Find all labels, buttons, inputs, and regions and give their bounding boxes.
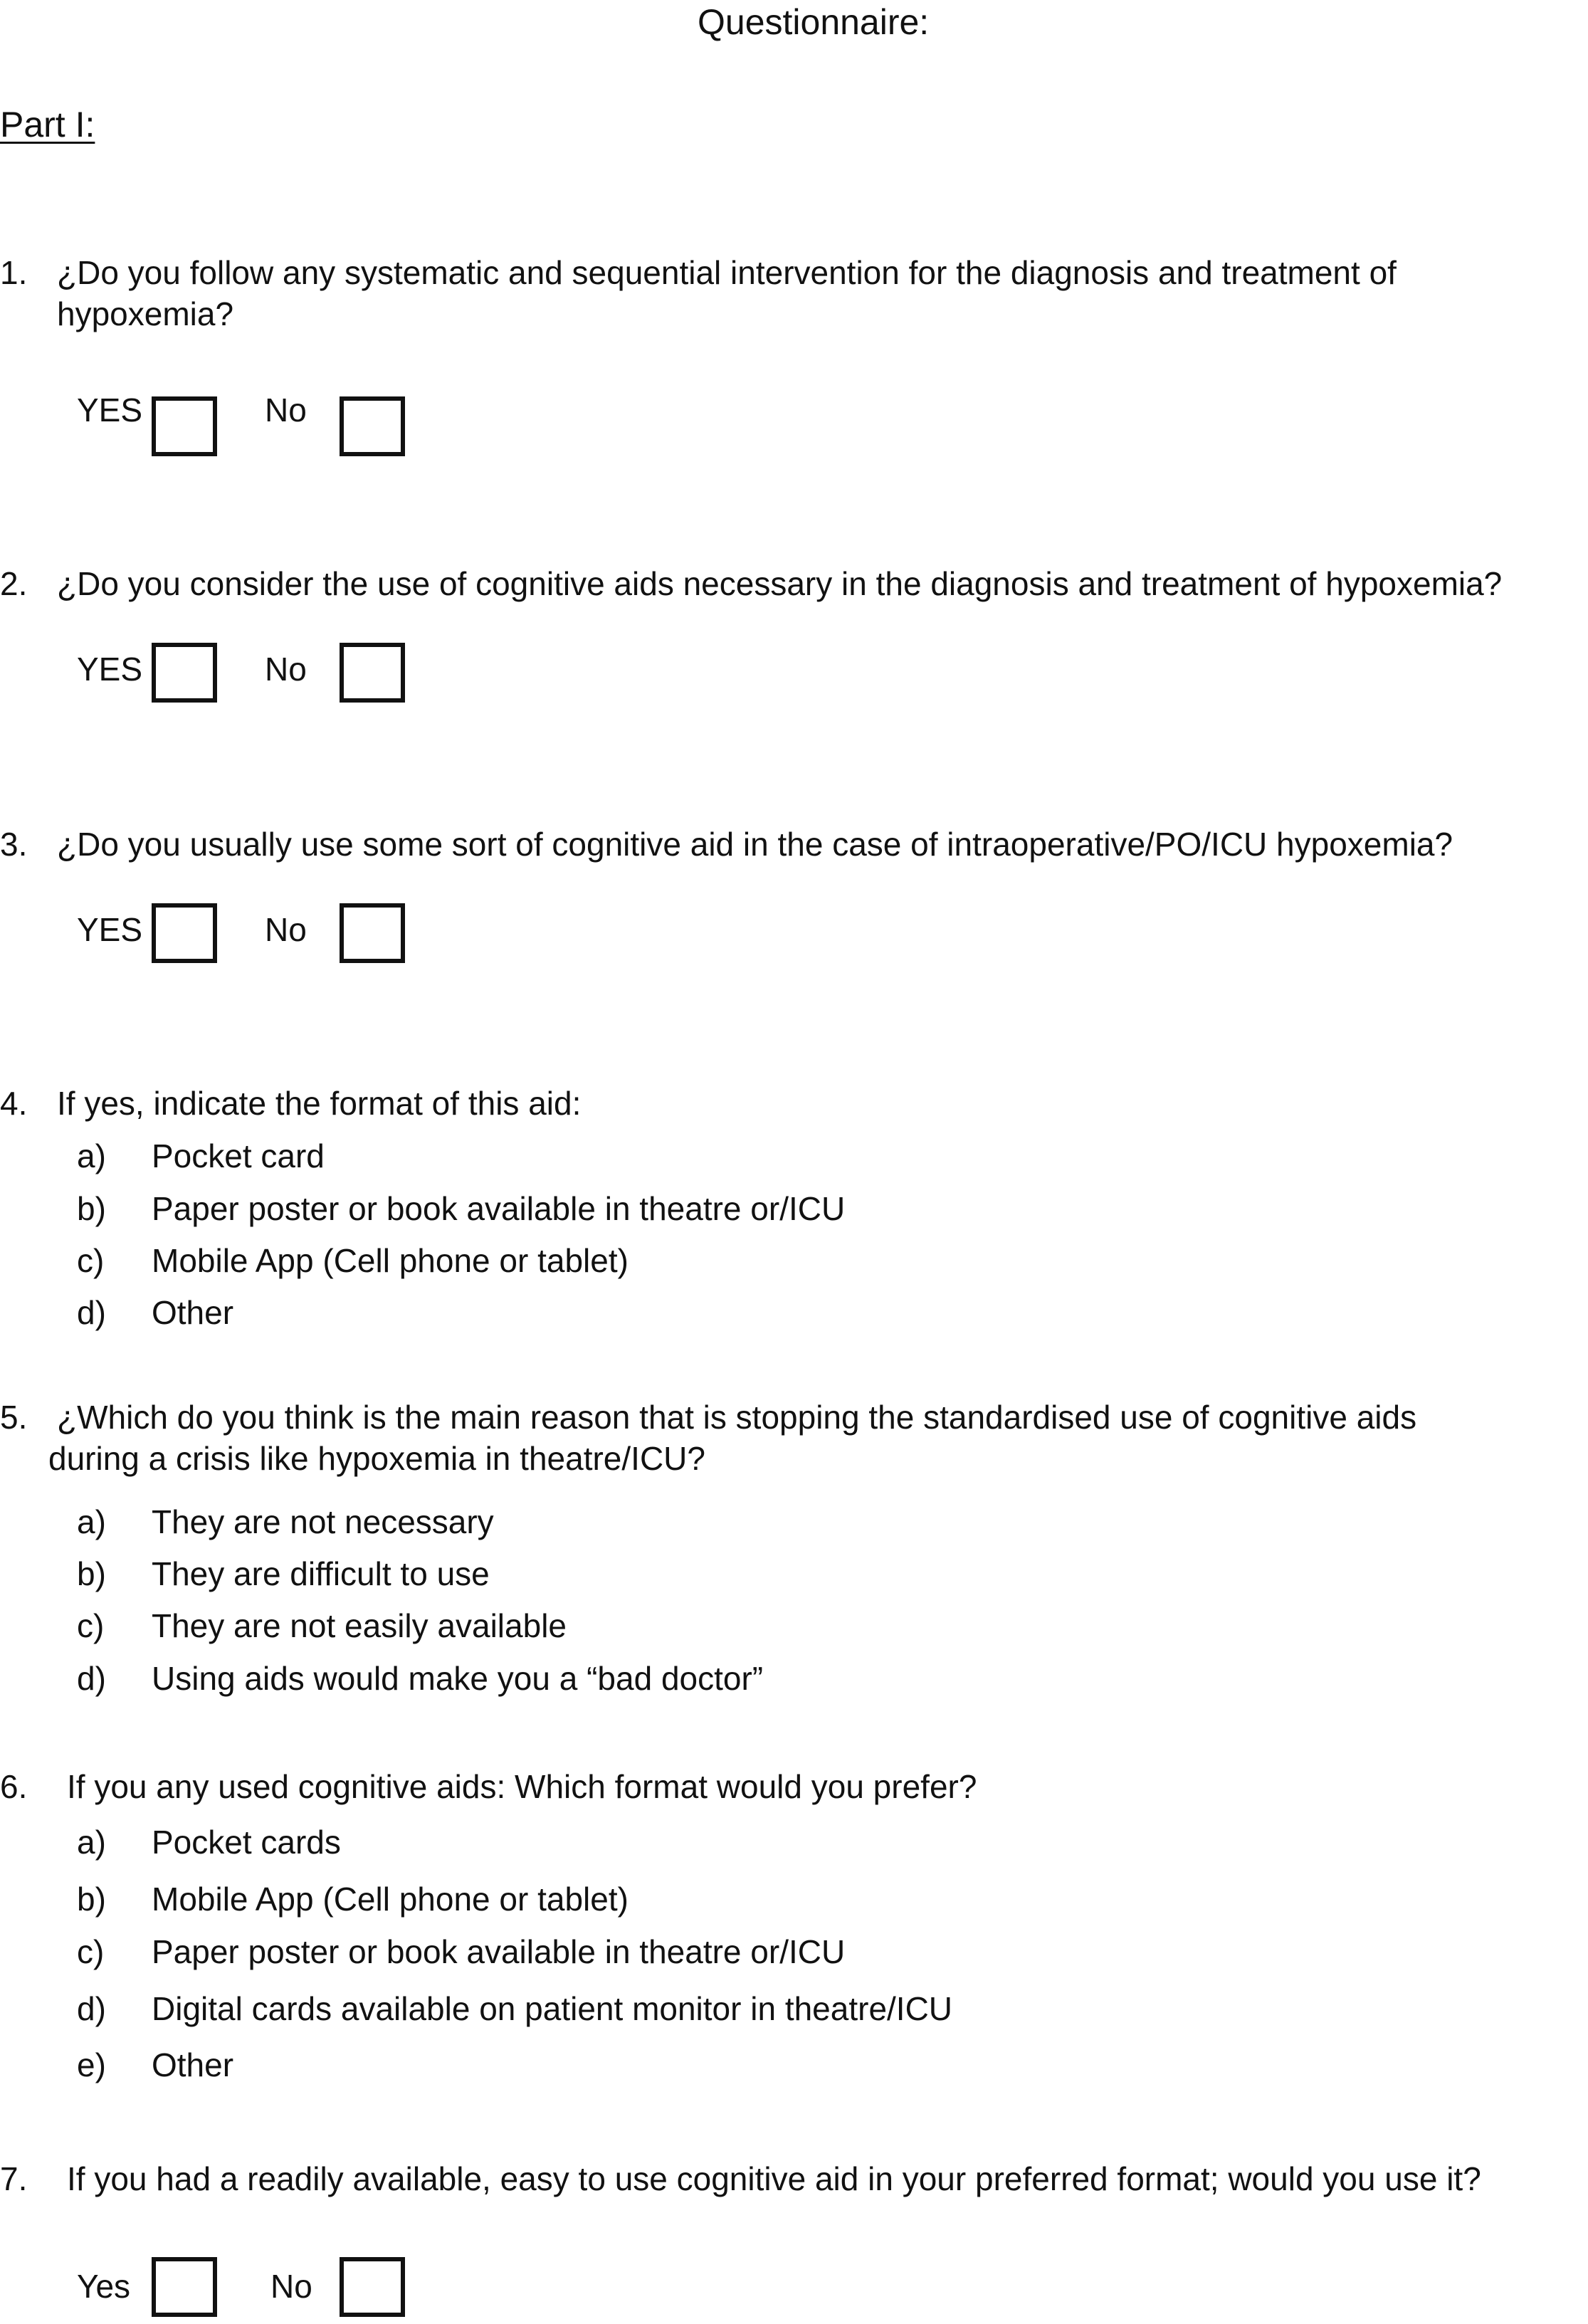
question-number: 2. bbox=[0, 565, 28, 602]
question-number: 7. bbox=[0, 2160, 28, 2197]
yes-label: YES bbox=[77, 391, 143, 428]
option-letter: b) bbox=[77, 1555, 106, 1592]
question-number: 3. bbox=[0, 826, 28, 863]
page-title: Questionnaire: bbox=[698, 2, 930, 42]
no-label: No bbox=[265, 391, 307, 428]
question-text: If you any used cognitive aids: Which format would you prefer? bbox=[67, 1768, 977, 1805]
option-text[interactable]: Mobile App (Cell phone or tablet) bbox=[152, 1242, 629, 1279]
option-letter: c) bbox=[77, 1242, 105, 1279]
yes-checkbox[interactable] bbox=[152, 396, 217, 456]
question-text: ¿Do you consider the use of cognitive aids necessary in the diagnosis and treatment of hypoxemia? bbox=[57, 565, 1503, 602]
question-text-continued: hypoxemia? bbox=[57, 295, 234, 332]
question-text: ¿Which do you think is the main reason that is stopping the standardised use of cognitive aids bbox=[57, 1399, 1417, 1436]
option-letter: c) bbox=[77, 1933, 105, 1970]
option-letter: d) bbox=[77, 1294, 106, 1331]
question-number: 1. bbox=[0, 254, 28, 291]
option-letter: c) bbox=[77, 1607, 105, 1644]
option-letter: a) bbox=[77, 1137, 106, 1174]
part-heading: Part I: bbox=[0, 105, 95, 144]
no-label: No bbox=[270, 2268, 312, 2305]
question-text: ¿Do you usually use some sort of cognitive aid in the case of intraoperative/PO/ICU hypoxemia? bbox=[57, 826, 1453, 863]
option-text[interactable]: They are not necessary bbox=[152, 1503, 494, 1540]
no-checkbox[interactable] bbox=[340, 396, 405, 456]
option-letter: b) bbox=[77, 1190, 106, 1227]
option-letter: b) bbox=[77, 1881, 106, 1918]
option-letter: d) bbox=[77, 1660, 106, 1697]
option-letter: e) bbox=[77, 2046, 106, 2083]
option-text[interactable]: Digital cards available on patient monitor in theatre/ICU bbox=[152, 1990, 953, 2027]
question-number: 4. bbox=[0, 1085, 28, 1122]
question-text: If you had a readily available, easy to use cognitive aid in your preferred format; would you use it? bbox=[67, 2160, 1481, 2197]
no-label: No bbox=[265, 911, 307, 948]
option-letter: a) bbox=[77, 1503, 106, 1540]
yes-label: YES bbox=[77, 651, 143, 688]
no-checkbox[interactable] bbox=[340, 643, 405, 703]
option-text[interactable]: They are not easily available bbox=[152, 1607, 567, 1644]
option-text[interactable]: Mobile App (Cell phone or tablet) bbox=[152, 1881, 629, 1918]
no-checkbox[interactable] bbox=[340, 2257, 405, 2317]
option-letter: d) bbox=[77, 1990, 106, 2027]
yes-label: YES bbox=[77, 911, 143, 948]
no-label: No bbox=[265, 651, 307, 688]
yes-checkbox[interactable] bbox=[152, 2257, 217, 2317]
option-text[interactable]: Pocket cards bbox=[152, 1824, 341, 1861]
option-text[interactable]: Other bbox=[152, 2046, 234, 2083]
option-text[interactable]: Pocket card bbox=[152, 1137, 325, 1174]
option-text[interactable]: Paper poster or book available in theatre or/ICU bbox=[152, 1933, 846, 1970]
yes-checkbox[interactable] bbox=[152, 643, 217, 703]
option-text[interactable]: They are difficult to use bbox=[152, 1555, 490, 1592]
question-text: If yes, indicate the format of this aid: bbox=[57, 1085, 582, 1122]
question-number: 6. bbox=[0, 1768, 28, 1805]
option-text[interactable]: Using aids would make you a “bad doctor” bbox=[152, 1660, 764, 1697]
option-text[interactable]: Other bbox=[152, 1294, 234, 1331]
question-text: ¿Do you follow any systematic and sequential intervention for the diagnosis and treatment of bbox=[57, 254, 1397, 291]
option-letter: a) bbox=[77, 1824, 106, 1861]
question-text-continued: during a crisis like hypoxemia in theatre/ICU? bbox=[48, 1440, 705, 1477]
option-text[interactable]: Paper poster or book available in theatre or/ICU bbox=[152, 1190, 846, 1227]
yes-checkbox[interactable] bbox=[152, 903, 217, 963]
no-checkbox[interactable] bbox=[340, 903, 405, 963]
question-number: 5. bbox=[0, 1399, 28, 1436]
yes-label: Yes bbox=[77, 2268, 131, 2305]
